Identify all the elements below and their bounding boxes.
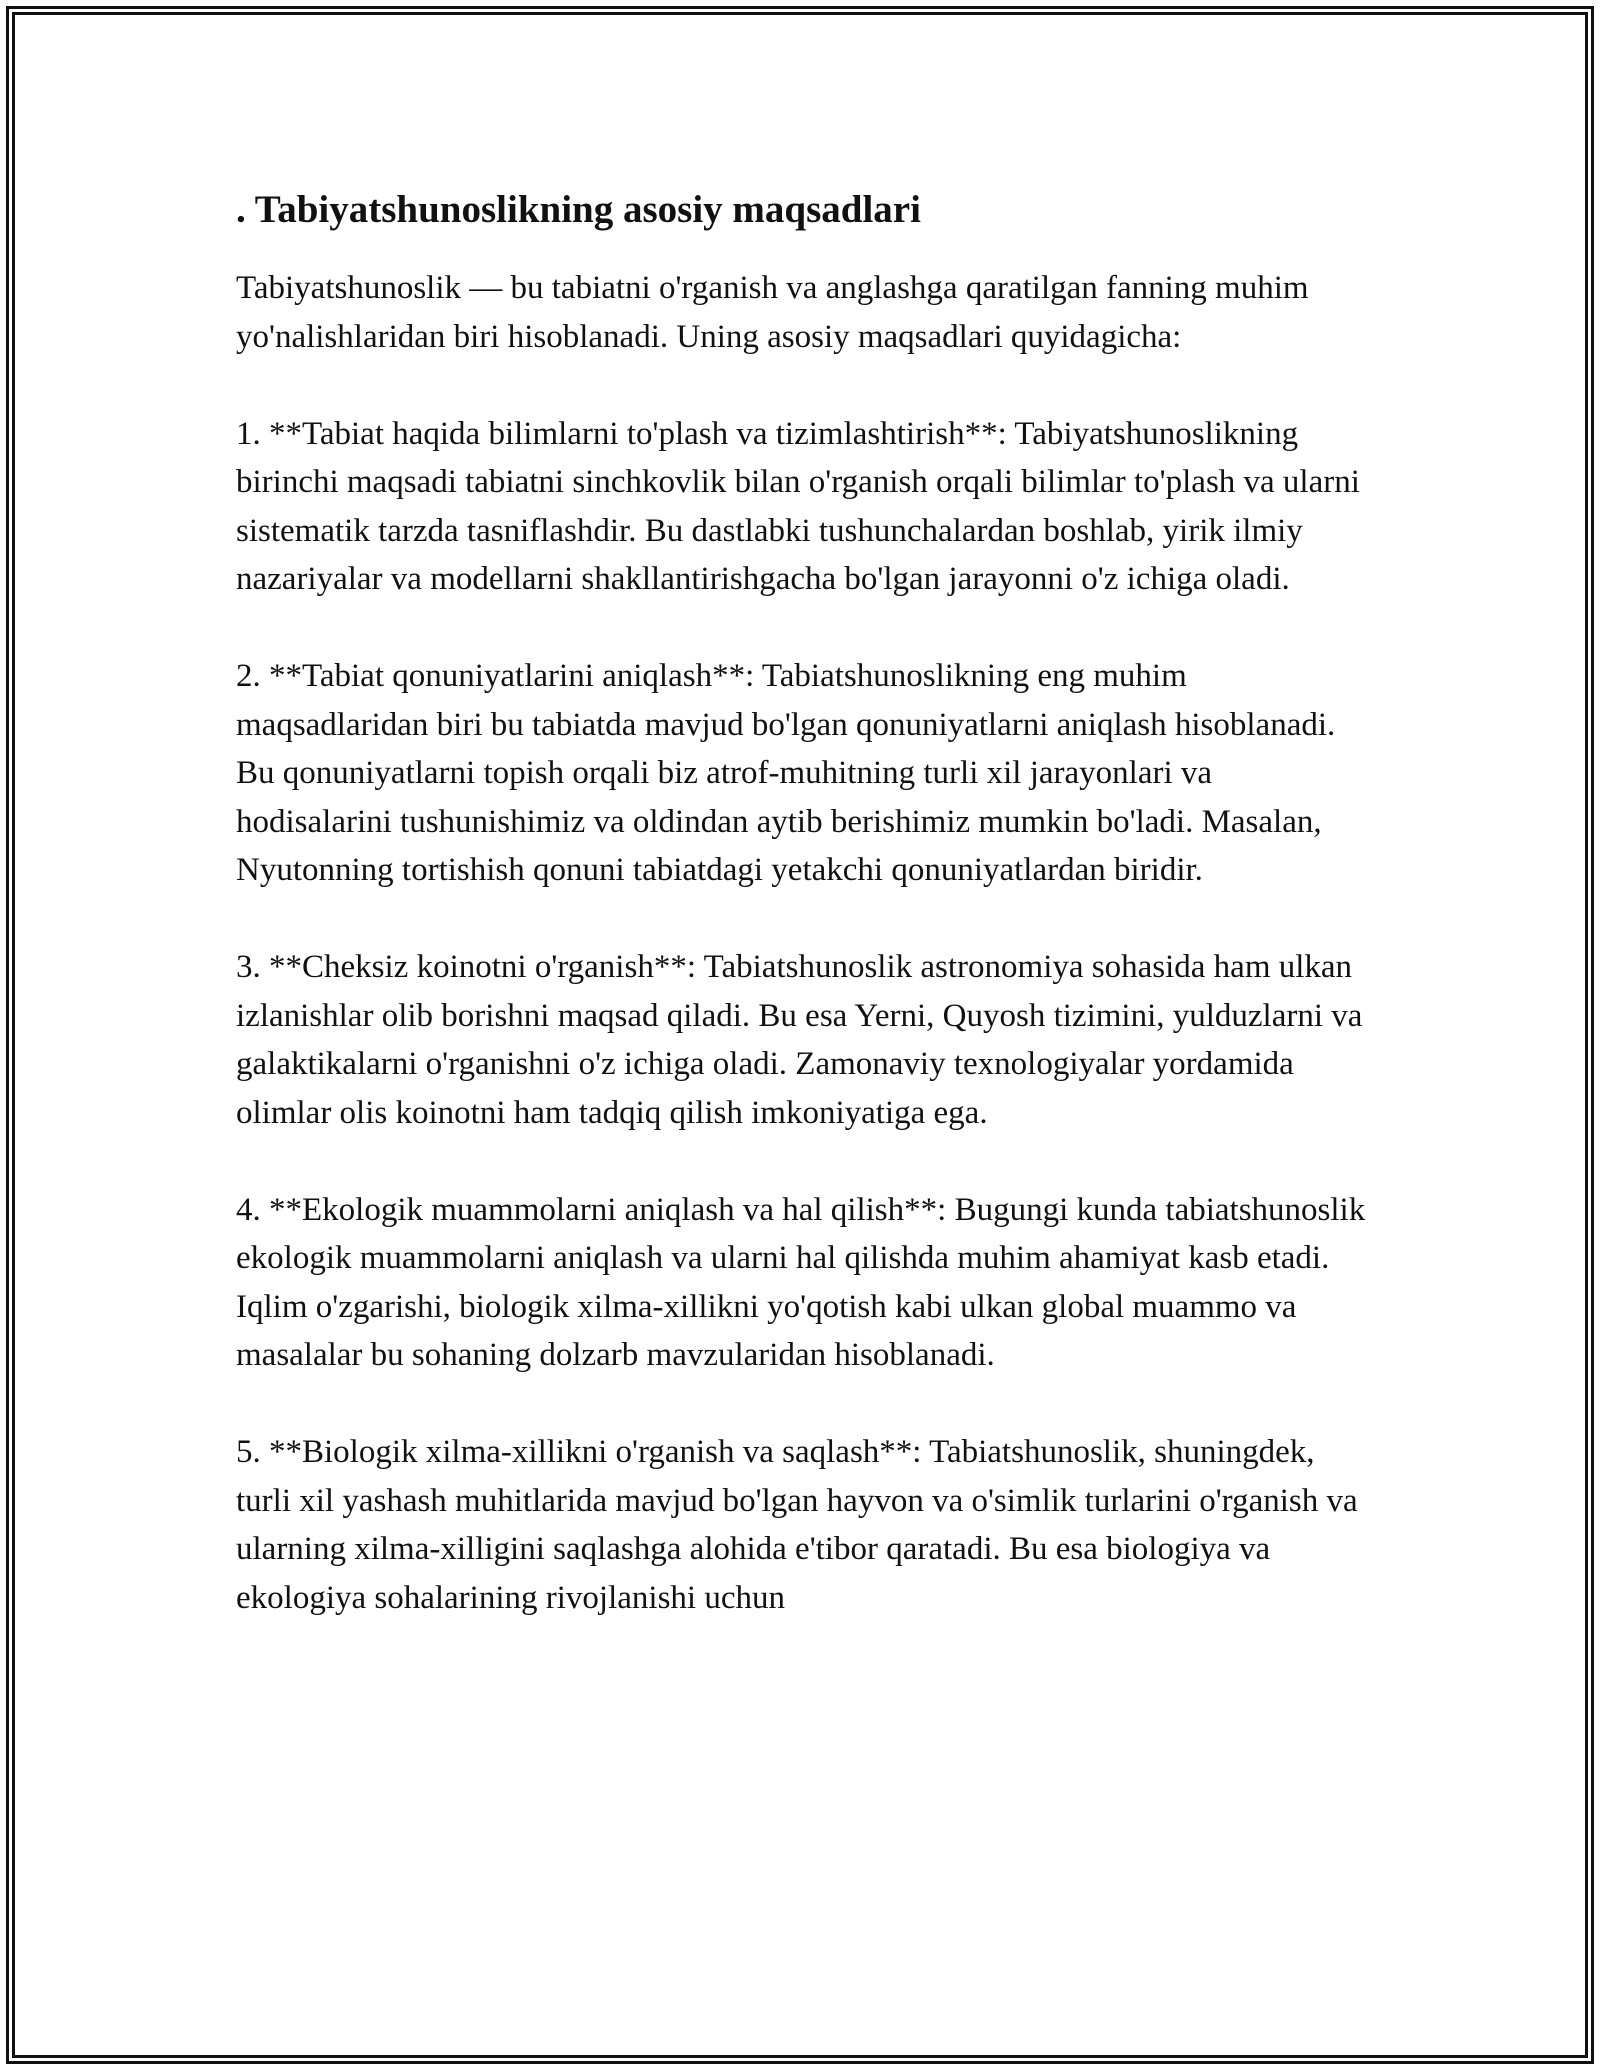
paragraph-goal-2: 2. **Tabiat qonuniyatlarini aniqlash**: Tabiatshunoslikning eng muhim maqsadlaridan biri bu tabiatda mavjud bo'lgan qonuniyatlarni aniqlash hisoblanadi. Bu qonuniyatlarni topish orqali biz atrof-muhitning turli xil jarayonlari va hodisalarini tushunishimiz va oldindan aytib berishimiz mumkin bo'ladi. Masalan, Nyutonning tortishish qonuni tabiatdagi yetakchi qonuniyatlardan biridir. (236, 658, 1336, 888)
paragraph-goal-1: 1. **Tabiat haqida bilimlarni to'plash va tizimlashtirish**: Tabiyatshunoslikning birinchi maqsadi tabiatni sinchkovlik bilan o'rganish orqali bilimlar to'plash va ularni sistematik tarzda tasniflashdir. Bu dastlabki tushunchalardan boshlab, yirik ilmiy nazariyalar va modellarni shakllantirishgacha bo'lgan jarayonni o'z ichiga oladi. (236, 415, 1360, 597)
paragraph-goal-3: 3. **Cheksiz koinotni o'rganish**: Tabiatshunoslik astronomiya sohasida ham ulkan izlanishlar olib borishni maqsad qiladi. Bu esa Yerni, Quyosh tizimini, yulduzlarni va galaktikalarni o'rganishni o'z ichiga oladi. Zamonaviy texnologiyalar yordamida olimlar olis koinotni ham tadqiq qilish imkoniyatiga ega. (236, 949, 1363, 1131)
paragraph-goal-5: 5. **Biologik xilma-xillikni o'rganish va saqlash**: Tabiatshunoslik, shuningdek, turli xil yashash muhitlarida mavjud bo'lgan hayvon va o'simlik turlarini o'rganish va ularning xilma-xilligini saqlashga alohida e'tibor qaratadi. Bu esa biologiya va ekologiya sohalarining rivojlanishi uchun (236, 1434, 1358, 1616)
paragraph-intro: Tabiyatshunoslik — bu tabiatni o'rganish va anglashga qaratilgan fanning muhim yo'nalishlaridan biri hisoblanadi. Uning asosiy maqsadlari quyidagicha: (236, 270, 1309, 355)
document-body (236, 186, 1376, 1622)
paragraph-goal-4: 4. **Ekologik muammolarni aniqlash va hal qilish**: Bugungi kunda tabiatshunoslik ekologik muammolarni aniqlash va ularni hal qilishda muhim ahamiyat kasb etadi. Iqlim o'zgarishi, biologik xilma-xillikni yo'qotish kabi ulkan global muammo va masalalar bu sohaning dolzarb mavzularidan hisoblanadi. (236, 1191, 1366, 1373)
document-heading: . Tabiyatshunoslikning asosiy maqsadlari (236, 188, 921, 231)
